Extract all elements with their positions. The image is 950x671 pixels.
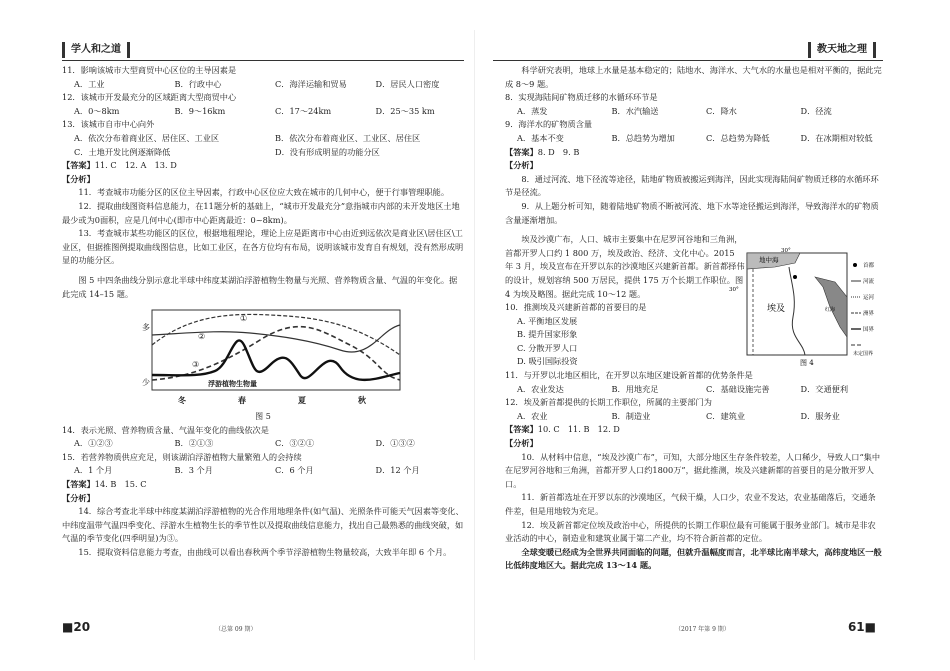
season-autumn: 秋 bbox=[358, 395, 366, 406]
option: D．12 个月 bbox=[375, 465, 420, 476]
option: B．②①③ bbox=[174, 438, 214, 449]
answer-label: 【答案】 bbox=[62, 479, 95, 490]
right-header-rule bbox=[493, 60, 883, 61]
option: D．径流 bbox=[800, 105, 832, 116]
intro-14-15: 图 5 中四条曲线分别示意北半球中纬度某湖泊浮游植物生物量与光照、营养物质含量、气温的年变化。据此完成 14–15 题。 bbox=[62, 274, 458, 299]
option: A．蒸发 bbox=[517, 105, 548, 116]
option: A．①②③ bbox=[74, 438, 113, 449]
figure-5 bbox=[140, 305, 410, 410]
answer-label: 【答案】 bbox=[62, 160, 95, 171]
capital-marker bbox=[793, 275, 797, 279]
egypt-section bbox=[505, 233, 883, 369]
answer-block bbox=[62, 478, 464, 492]
figure-4-caption: 图 4 bbox=[800, 359, 814, 368]
option: D．服务业 bbox=[800, 410, 840, 421]
option: B．水汽输送 bbox=[611, 105, 659, 116]
option: B．3 个月 bbox=[174, 465, 213, 476]
option: B. 提升国家形象 bbox=[517, 329, 578, 340]
analysis-8: 8．通过河流、地下径流等途径，陆地矿物质被搬运到海洋，因此实现海陆间矿物质迁移的水循环环节是径流。 bbox=[505, 173, 879, 198]
intro-8-9: 科学研究表明，地球上水量是基本稳定的；陆地水、海洋水、大气水的水量也是相对平衡的，据此完成 8～9 题。 bbox=[505, 65, 882, 89]
option: C．降水 bbox=[706, 105, 737, 116]
analysis-12: 12．提取曲线图资料信息能力，在11题分析的基础上，“城市开发最充分”意指城市内部的未开发地区土地最少或为0面积，应是几何中心(即市中心距离最近：0~8km)。 bbox=[62, 200, 460, 225]
question-14: 14．表示光照、营养物质含量、气温年变化的曲线依次是 bbox=[62, 424, 269, 435]
analysis-label: 【分析】 bbox=[62, 492, 95, 503]
option: D．交通便利 bbox=[800, 383, 849, 394]
curve-mark-2: ② bbox=[198, 332, 206, 342]
legend-item: 未定国界 bbox=[853, 351, 874, 358]
question-8: 8．实现海陆间矿物质迁移的水循环环节是 bbox=[505, 92, 658, 103]
left-footer-note: （总第 09 期） bbox=[215, 626, 257, 633]
map-label-country: 埃及 bbox=[767, 304, 786, 315]
right-footer-note: （2017 年第 9 期） bbox=[675, 626, 730, 633]
analysis-12: 12．埃及新首都定位埃及政治中心，所提供的长期工作职位最有可能属于服务业部门。城市是非农业活动的中心，制造业和建筑业属于第二产业，均不符合新首都的定位。 bbox=[505, 519, 876, 544]
map-label-sea: 地中海 bbox=[759, 256, 779, 265]
analysis-11: 11．考查城市功能分区的区位主导因素，行政中心区位应大致在城市的几何中心，便于行事管理职能。 bbox=[78, 187, 450, 198]
analysis-15: 15．提取资料信息能力考查，由曲线可以看出春秋两个季节浮游植物生物量较高，大致半年即 6 个月。 bbox=[78, 547, 452, 558]
analysis-10: 10．从材料中信息，“埃及沙漠广布”，可知，大部分地区生存条件较差，人口稀少，导致人口“集中在尼罗河谷地和三角洲，首都开罗人口约1800万”，据此推测，埃及兴建新都的首要目的是分散开罗人口。 bbox=[505, 451, 881, 489]
season-winter: 冬 bbox=[178, 395, 186, 406]
season-spring: 春 bbox=[238, 395, 246, 406]
curve-mark-1: ① bbox=[240, 314, 248, 324]
legend-item: 河流 bbox=[863, 279, 875, 286]
legend-item: 运河 bbox=[863, 295, 875, 302]
curve-3 bbox=[152, 327, 400, 380]
option: D．没有形成明显的功能分区 bbox=[275, 146, 380, 157]
analysis-14: 14．综合考查北半球中纬度某湖泊浮游植物的光合作用地理条件(如气温)、光照条件可能天气因素等变化、中纬度温带气温四季变化、浮游水生植物生长的季节性以及提取曲线信息能力，找出自己最熟悉的曲线突破，如气温的季节变化(四季明显)为③。 bbox=[62, 506, 464, 544]
option: C．17～24km bbox=[275, 105, 332, 116]
question-12-options bbox=[62, 105, 464, 119]
analysis-label: 【分析】 bbox=[505, 160, 538, 171]
option: D. 吸引国际投资 bbox=[517, 356, 578, 367]
figure-5-chart bbox=[140, 305, 410, 410]
map-label-red-sea: 红海 bbox=[825, 307, 836, 314]
map-legend bbox=[851, 261, 875, 357]
option: C．基础设施完善 bbox=[706, 383, 770, 394]
left-column bbox=[62, 64, 464, 560]
question-8-options bbox=[505, 105, 883, 119]
option: D．在冰期相对较低 bbox=[800, 132, 873, 143]
question-12: 12．埃及新首都提供的长期工作职位，所属的主要部门为 bbox=[505, 397, 712, 408]
answer-block bbox=[505, 146, 883, 160]
option: C．建筑业 bbox=[706, 410, 746, 421]
option: A．农业 bbox=[517, 410, 548, 421]
question-12-options bbox=[505, 410, 883, 424]
map-degree-top: 30° bbox=[781, 248, 791, 255]
answer-block bbox=[505, 423, 883, 437]
answer-text: 14. B 15. C bbox=[94, 479, 147, 490]
option: A．1 个月 bbox=[74, 465, 113, 476]
question-15-options bbox=[62, 464, 464, 478]
option: A．农业发达 bbox=[517, 383, 564, 394]
legend-item: 首都 bbox=[863, 263, 875, 270]
legend-item: 国界 bbox=[863, 327, 875, 334]
egypt-map bbox=[729, 247, 883, 368]
analysis-label: 【分析】 bbox=[62, 173, 95, 184]
option: B．总趋势为增加 bbox=[611, 132, 675, 143]
option: C．土地开发比例逐渐降低 bbox=[74, 146, 171, 157]
analysis-label: 【分析】 bbox=[505, 438, 538, 449]
option: D．25～35 km bbox=[375, 105, 435, 116]
left-page-number: ■20 bbox=[62, 620, 91, 634]
question-10-options bbox=[505, 315, 745, 369]
axis-label-few: 少 bbox=[142, 378, 150, 388]
option: A．工业 bbox=[74, 78, 105, 89]
question-9: 9．海洋水的矿物质含量 bbox=[505, 119, 593, 130]
option: C．总趋势为降低 bbox=[706, 132, 770, 143]
question-15: 15．若营养物质供应充足，则该湖泊浮游植物大量繁殖人的会持续 bbox=[62, 451, 302, 462]
right-page-number: 61■ bbox=[847, 620, 876, 634]
question-13-options bbox=[62, 132, 464, 159]
question-12: 12．该城市开发最充分的区域距离大型商贸中心 bbox=[62, 92, 237, 103]
option: B．行政中心 bbox=[174, 78, 222, 89]
option: B．制造业 bbox=[611, 410, 651, 421]
question-11-options bbox=[505, 383, 883, 397]
question-11-options bbox=[62, 78, 464, 92]
right-page-header: 教天地之理 bbox=[808, 42, 876, 58]
plankton-legend: 浮游植物生物量 bbox=[208, 379, 257, 389]
axis-label-many: 多 bbox=[142, 323, 150, 333]
option: A．依次分布着商业区、居住区、工业区 bbox=[74, 132, 220, 143]
intro-13-14: 全球变暖已经成为全世界共同面临的问题，但就升温幅度而言，北半球比南半球大，高纬度地区一般比低纬度地区大。据此完成 13～14 题。 bbox=[505, 546, 882, 571]
answer-text: 8. D 9. B bbox=[537, 146, 580, 157]
analysis-9: 9．从上题分析可知，随着陆地矿物质不断被河流、地下水等途径搬运到海洋，导致海洋水的矿物质含量逐渐增加。 bbox=[505, 200, 879, 225]
right-page bbox=[475, 0, 950, 671]
analysis-11: 11．新首都选址在开罗以东的沙漠地区，气候干燥，人口少，农业不发达，农业基础落后，交通条件差，但是用地较为充足。 bbox=[505, 492, 876, 516]
option: C．海洋运输和贸易 bbox=[275, 78, 347, 89]
question-13: 13．该城市自市中心向外 bbox=[62, 119, 155, 130]
curve-2 bbox=[152, 325, 400, 352]
plankton-curve bbox=[152, 341, 400, 380]
option: B．用地充足 bbox=[611, 383, 659, 394]
question-9-options bbox=[505, 132, 883, 146]
option: C．6 个月 bbox=[275, 465, 314, 476]
figure-5-caption: 图 5 bbox=[255, 412, 271, 422]
figure-4 bbox=[729, 247, 883, 368]
left-header-rule bbox=[62, 60, 464, 61]
left-page-header: 学人和之道 bbox=[62, 42, 130, 58]
answer-block bbox=[62, 159, 464, 173]
option: D．①③② bbox=[375, 438, 415, 449]
legend-item: 洲界 bbox=[863, 311, 875, 318]
egypt-text bbox=[505, 233, 745, 369]
intro-10-12: 埃及沙漠广布，人口、城市主要集中在尼罗河谷地和三角洲，首都开罗人口约 1 800 万，埃及政治、经济、文化中心。2015 年 3 月，埃及宣布在开罗以东的沙漠地区兴建新首都。新首都择伟的设计，规划容纳 500 万居民，提供 175 万个长期工作职位。图 4 为埃及略图。据此完成 10～12 题。 bbox=[505, 234, 745, 299]
option: C. 分散开罗人口 bbox=[517, 342, 578, 353]
answer-text: 11. C 12. A 13. D bbox=[94, 160, 177, 171]
option: C．③②① bbox=[275, 438, 315, 449]
question-11: 11．与开罗以北地区相比，在开罗以东地区建设新首都的优势条件是 bbox=[505, 370, 753, 381]
curve-mark-3: ③ bbox=[192, 360, 200, 370]
option: A．基本不变 bbox=[517, 132, 564, 143]
question-14-options bbox=[62, 437, 464, 451]
season-summer: 夏 bbox=[298, 395, 306, 406]
curve-1 bbox=[152, 315, 400, 356]
option: B．9～16km bbox=[174, 105, 226, 116]
answer-label: 【答案】 bbox=[505, 424, 538, 435]
question-10: 10．推测埃及兴建新首都的首要目的是 bbox=[505, 302, 647, 313]
map-degree-left: 30° bbox=[729, 287, 739, 294]
right-column bbox=[505, 64, 883, 573]
analysis-13: 13．考查城市某些功能区的区位，根据地租理论，理论上应是距离市中心由近到远依次是商业区\居住区\工业区，但据推图例提取曲线图信息，比如工业区，在各方位均有布局，说明该城市发育自有规划，没有然形成明显的功能分区。 bbox=[62, 228, 464, 266]
option: B．依次分布着商业区、工业区、居住区 bbox=[275, 132, 421, 143]
question-11: 11．影响该城市大型商贸中心区位的主导因素是 bbox=[62, 65, 237, 75]
answer-label: 【答案】 bbox=[505, 146, 538, 157]
option: A．0～8km bbox=[74, 105, 120, 116]
option: A. 平衡地区发展 bbox=[517, 315, 578, 326]
option: D．居民人口密度 bbox=[375, 78, 440, 89]
answer-text: 10. C 11. B 12. D bbox=[537, 424, 620, 435]
